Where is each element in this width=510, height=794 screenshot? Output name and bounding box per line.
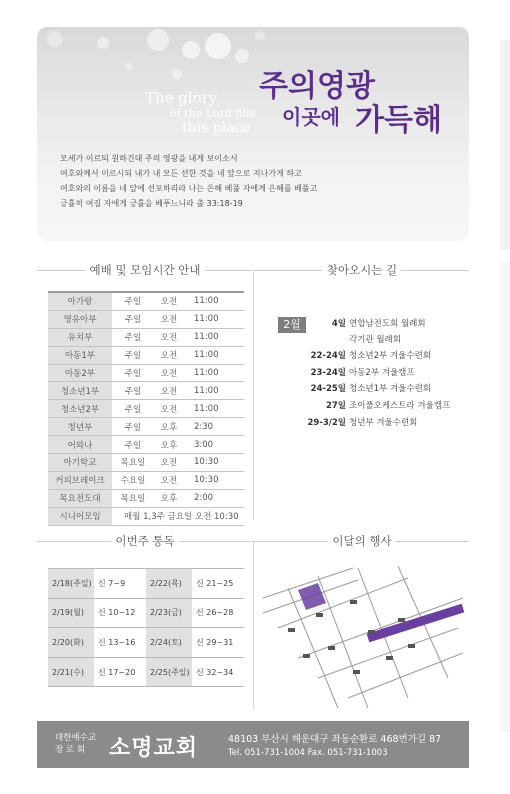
reading-passage: 신 10~12 <box>94 598 146 628</box>
worship-row <box>48 489 244 507</box>
worship-ampm: 오전 <box>154 310 184 328</box>
worship-row <box>48 292 244 310</box>
english-title-line3: this place <box>182 120 251 136</box>
reading-header <box>37 533 252 549</box>
worship-row <box>48 364 244 382</box>
worship-ampm: 오전 <box>154 364 184 382</box>
reading-date: 2/24(토) <box>146 628 192 658</box>
reading-row <box>48 569 244 599</box>
church-contact: Tel. 051-731-1004 Fax. 051-731-1003 <box>228 748 388 758</box>
worship-name: 청소년2부 <box>48 400 112 418</box>
worship-ampm: 오전 <box>154 328 184 346</box>
reading-row <box>48 598 244 628</box>
event-name: 연합남전도회 월례회 <box>349 319 426 329</box>
worship-time: 2:30 <box>184 418 244 436</box>
worship-time: 3:00 <box>184 436 244 454</box>
denomination-line1: 대한예수교 <box>55 733 97 743</box>
event-name: 아동2부 겨울캠프 <box>349 368 415 378</box>
reading-passage: 신 13~16 <box>94 628 146 658</box>
event-month-badge: 2월 <box>278 317 306 333</box>
worship-time: 11:00 <box>184 310 244 328</box>
reading-date: 2/22(목) <box>146 569 192 599</box>
worship-time: 11:00 <box>184 328 244 346</box>
worship-name: 아가랑 <box>48 292 112 310</box>
worship-day: 주일 <box>112 292 154 310</box>
monthly-events-header <box>254 533 469 549</box>
worship-ampm: 오전 <box>154 382 184 400</box>
event-date: 29-3/2일 <box>307 418 346 428</box>
reading-passage: 신 7~9 <box>94 569 146 599</box>
worship-name: 커피브레이크 <box>48 471 112 489</box>
worship-name: 시니어모임 <box>48 507 112 525</box>
reading-passage: 신 29~31 <box>192 628 244 658</box>
worship-day: 주일 <box>112 418 154 436</box>
english-title-line1: The glory <box>145 89 218 107</box>
worship-day: 주일 <box>112 310 154 328</box>
reading-row <box>48 657 244 687</box>
monthly-events-heading: 이달의 행사 <box>328 533 395 549</box>
worship-time: 2:00 <box>184 489 244 507</box>
worship-day: 주일 <box>112 346 154 364</box>
worship-row <box>48 328 244 346</box>
worship-day: 주일 <box>112 436 154 454</box>
column-divider-bottom <box>253 540 254 710</box>
church-name: 소명교회 <box>109 736 199 761</box>
banner <box>37 27 469 241</box>
worship-time: 11:00 <box>184 346 244 364</box>
directions-header <box>254 262 469 278</box>
event-name: 청년부 겨울수련회 <box>349 418 418 428</box>
verse-line-3: 여호와의 이름을 네 앞에 선포하리라 나는 은혜 베풀 자에게 은혜를 베풀고 <box>60 184 318 193</box>
reading-date: 2/18(주일) <box>48 569 94 599</box>
worship-row <box>48 507 244 525</box>
korean-title-line1: 주의영광 <box>259 69 375 104</box>
worship-row <box>48 400 244 418</box>
event-date: 4일 <box>331 319 346 329</box>
worship-table <box>48 291 244 526</box>
reading-table <box>48 568 244 687</box>
verse-line-2: 여호와께서 이르시되 내가 내 모든 선한 것을 네 앞으로 지나가게 하고 <box>60 169 302 178</box>
worship-time: 11:00 <box>184 292 244 310</box>
reading-row <box>48 628 244 658</box>
event-date: 23-24일 <box>310 368 346 378</box>
reading-date: 2/21(수) <box>48 657 94 687</box>
worship-heading: 예배 및 모임시간 안내 <box>86 262 205 278</box>
church-address: 48103 부산시 해운대구 좌동순환로 468번가길 87 <box>228 734 442 745</box>
worship-name: 어와나 <box>48 436 112 454</box>
worship-name: 청년부 <box>48 418 112 436</box>
denomination <box>55 732 96 756</box>
worship-day: 주일 <box>112 382 154 400</box>
english-title-line2: of the Lord fills <box>170 107 256 120</box>
worship-ampm: 오후 <box>154 418 184 436</box>
reading-passage: 신 32~34 <box>192 657 244 687</box>
worship-time: 10:30 <box>184 471 244 489</box>
worship-ampm: 오후 <box>154 436 184 454</box>
reading-passage: 신 21~25 <box>192 569 244 599</box>
korean-title-line2b: 가득해 <box>355 103 442 138</box>
worship-ampm: 오전 <box>154 292 184 310</box>
worship-header <box>37 262 252 278</box>
worship-ampm: 오전 <box>154 471 184 489</box>
worship-name: 청소년1부 <box>48 382 112 400</box>
event-date: 24-25일 <box>310 384 346 394</box>
worship-day: 수요일 <box>112 471 154 489</box>
reading-date: 2/20(화) <box>48 628 94 658</box>
korean-title-line2a: 이곳에 <box>282 105 340 129</box>
worship-ampm: 오전 <box>154 454 184 472</box>
worship-name: 영유아부 <box>48 310 112 328</box>
directions-heading: 찾아오시는 길 <box>323 262 401 278</box>
worship-time: 11:00 <box>184 364 244 382</box>
worship-name: 아동1부 <box>48 346 112 364</box>
reading-heading: 이번주 통독 <box>111 533 178 549</box>
worship-time: 10:30 <box>184 454 244 472</box>
worship-schedule: 매월 1,3주 금요일 오전 10:30 <box>112 507 244 525</box>
worship-row <box>48 346 244 364</box>
worship-ampm: 오후 <box>154 489 184 507</box>
denomination-line2: 장 로 회 <box>55 745 86 755</box>
event-date: 22-24일 <box>310 351 346 361</box>
reading-passage: 신 26~28 <box>192 598 244 628</box>
event-name: 조이풀오케스트라 겨울캠프 <box>349 401 451 411</box>
worship-day: 주일 <box>112 400 154 418</box>
worship-row <box>48 418 244 436</box>
page-edge-top <box>500 40 510 250</box>
event-name: 각기관 월례회 <box>349 335 401 345</box>
worship-day: 목요일 <box>112 454 154 472</box>
event-name: 청소년2부 겨울수련회 <box>349 351 432 361</box>
worship-row <box>48 310 244 328</box>
main-road <box>368 608 463 638</box>
footer <box>37 721 469 768</box>
worship-row <box>48 454 244 472</box>
reading-date: 2/25(주일) <box>146 657 192 687</box>
worship-day: 주일 <box>112 364 154 382</box>
worship-day: 주일 <box>112 328 154 346</box>
worship-day: 목요일 <box>112 489 154 507</box>
worship-row <box>48 436 244 454</box>
worship-time: 11:00 <box>184 382 244 400</box>
column-divider-top <box>253 270 254 520</box>
event-date: 27일 <box>325 401 346 411</box>
verse-line-4: 긍휼히 여길 자에게 긍휼을 베푸느니라 출 33:18-19 <box>60 199 243 208</box>
worship-name: 아동2부 <box>48 364 112 382</box>
worship-ampm: 오전 <box>154 400 184 418</box>
worship-name: 유치부 <box>48 328 112 346</box>
reading-date: 2/23(금) <box>146 598 192 628</box>
page-edge-bottom <box>500 262 510 732</box>
worship-ampm: 오전 <box>154 346 184 364</box>
worship-time: 11:00 <box>184 400 244 418</box>
worship-row <box>48 471 244 489</box>
worship-row <box>48 382 244 400</box>
verse-line-1: 모세가 이르되 원하건대 주의 영광을 내게 보이소서 <box>60 154 238 163</box>
worship-name: 목요전도대 <box>48 489 112 507</box>
worship-name: 아기학교 <box>48 454 112 472</box>
reading-passage: 신 17~20 <box>94 657 146 687</box>
event-name: 청소년1부 겨울수련회 <box>349 384 432 394</box>
reading-date: 2/19(월) <box>48 598 94 628</box>
location-map <box>258 558 470 708</box>
